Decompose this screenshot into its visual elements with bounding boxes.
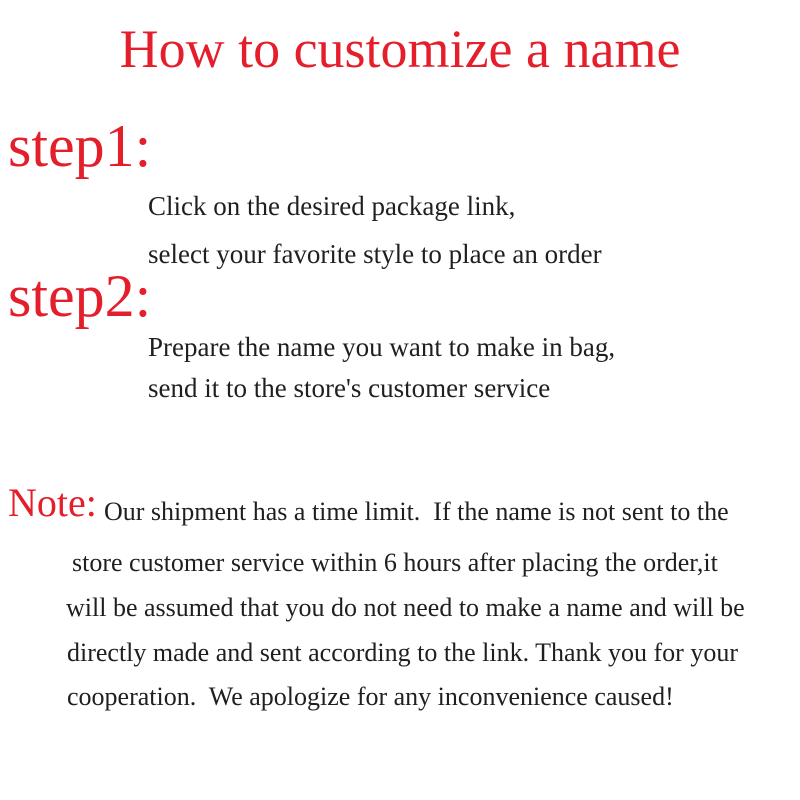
note-text-line-2: store customer service within 6 hours after placing the order,it — [72, 548, 718, 577]
step1-instruction-line-2: select your favorite style to place an order — [148, 239, 602, 269]
note-text-line-4: directly made and sent according to the link. Thank you for your — [67, 638, 738, 667]
note-text-line-1: Our shipment has a time limit. If the name is not sent to the — [104, 497, 729, 526]
step2-instruction-line-2: send it to the store's customer service — [148, 373, 551, 403]
step2-instruction-line-1: Prepare the name you want to make in bag, — [148, 332, 616, 362]
step2-heading: step2: — [8, 263, 152, 329]
step1-heading: step1: — [8, 113, 152, 179]
step1-instruction-line-1: Click on the desired package link, — [148, 191, 516, 221]
page-title: How to customize a name — [119, 19, 681, 79]
note-heading: Note: — [8, 480, 97, 525]
note-text-line-3: will be assumed that you do not need to make a name and will be — [66, 593, 745, 622]
note-text-line-5: cooperation. We apologize for any inconvenience caused! — [67, 682, 674, 711]
